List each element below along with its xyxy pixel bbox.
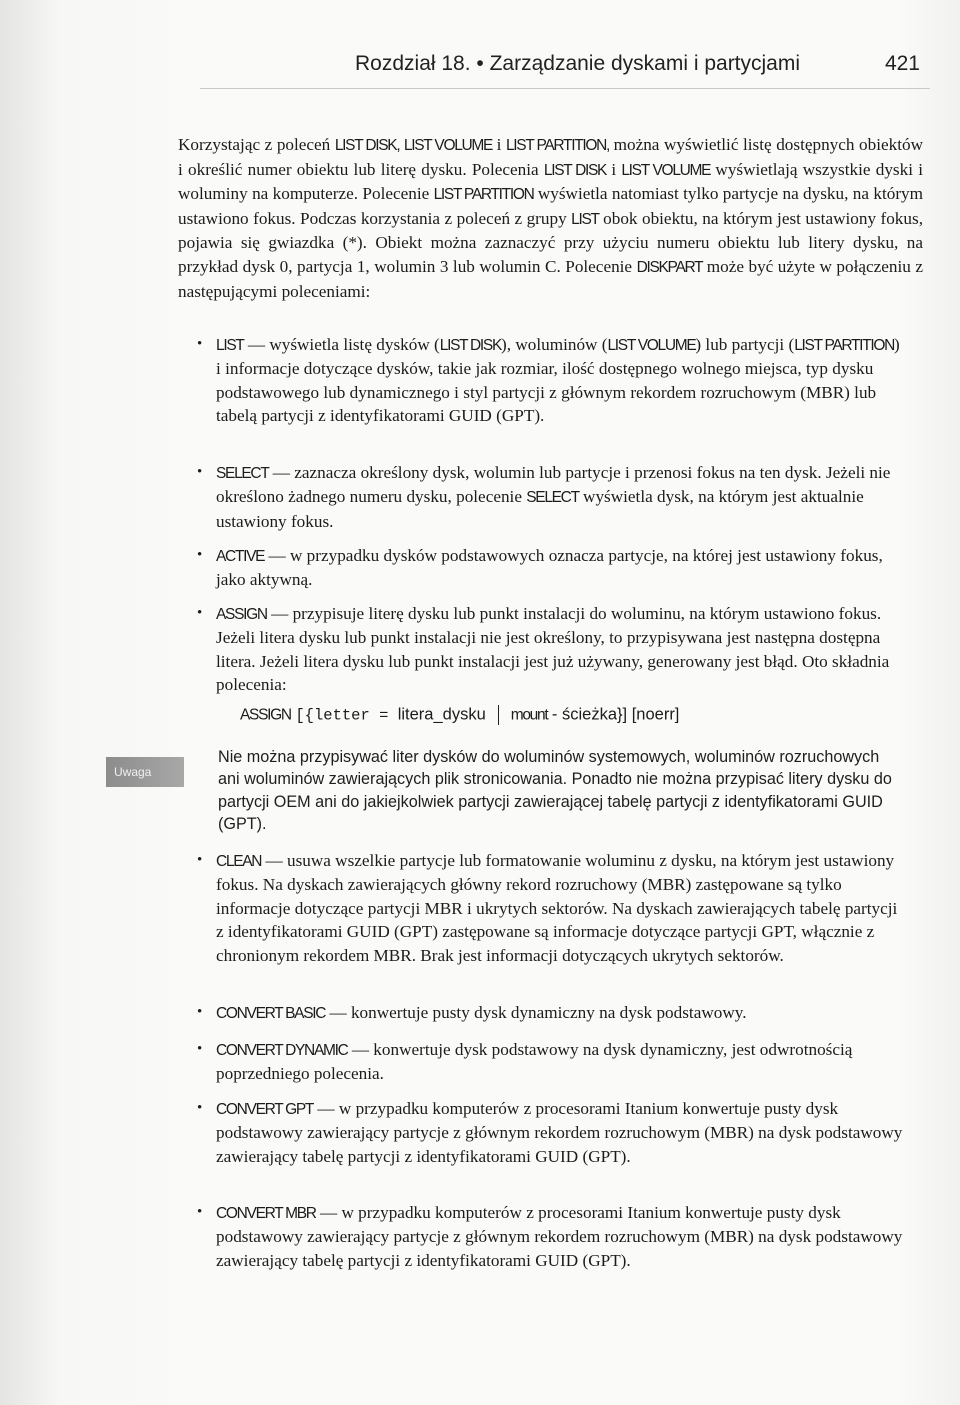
command-name: ACTIVE xyxy=(216,548,265,565)
page-header xyxy=(355,52,920,76)
command-name: CLEAN xyxy=(216,853,262,870)
bullet-text: — przypisuje literę dysku lub punkt instalacji do woluminu, na którym ustawiono fokus. Jeżeli litera dysku lub punkt instalacji nie jest określony, to przypisywana jest następna dostępna litera. Jeżeli litera dysku lub punkt instalacji jest już używany, generowany jest błąd. Oto składnia polecenia: xyxy=(216,604,890,695)
command-name: LIST PARTITION xyxy=(794,337,895,354)
bullet-text: ), woluminów ( xyxy=(501,335,608,354)
bullet-icon: • xyxy=(197,1041,203,1057)
command-name: LIST DISK xyxy=(439,337,502,354)
intro-text: wyświetlają wszystkie dyski i woluminy na komputerze. Polecenie xyxy=(178,159,923,204)
bullet-text: — konwertuje dysk podstawowy na dysk dynamiczny, jest odwrotnością poprzedniego polecenia. xyxy=(216,1040,853,1084)
assign-syntax xyxy=(240,705,679,725)
note-tag xyxy=(106,757,184,787)
intro-text: wyświetla natomiast tylko partycje na dysku, na którym ustawiono fokus. Podczas korzystania z poleceń z grupy xyxy=(178,184,924,228)
bullet-icon: • xyxy=(197,547,203,563)
command-name: LIST xyxy=(216,337,244,354)
bullet-clean xyxy=(197,849,906,967)
command-name: ASSIGN xyxy=(216,606,267,623)
bullet-icon: • xyxy=(197,336,203,352)
bullet-active xyxy=(197,544,906,592)
command-name: LIST DISK, xyxy=(334,137,400,154)
command-name: CONVERT GPT xyxy=(216,1101,314,1118)
bullet-text: wyświetla dysk, na którym jest aktualnie ustawiony fokus. xyxy=(216,487,864,531)
command-name: DISKPART xyxy=(636,258,703,276)
bullet-assign xyxy=(197,602,906,697)
bullet-select xyxy=(197,461,906,533)
command-name: LIST VOLUME xyxy=(403,137,493,154)
bullet-text: — w przypadku komputerów z procesorami Itanium konwertuje pusty dysk podstawowy zawierający partycje z głównym rekordem rozruchowym (MBR) na dysk podstawowy zawierający tabelę partycji z identyfikatorami GUID (GPT). xyxy=(216,1099,903,1166)
intro-text: Korzystając z poleceń xyxy=(178,135,335,154)
bullet-icon: • xyxy=(197,1100,203,1116)
header-divider xyxy=(200,88,930,89)
command-name: LIST DISK xyxy=(543,161,607,179)
syntax-part: mount xyxy=(510,706,548,724)
syntax-part: - ścieżka}] [noerr] xyxy=(547,705,680,724)
bullet-icon: • xyxy=(197,852,203,868)
command-name: LIST PARTITION xyxy=(433,186,534,204)
intro-text: może być użyte w połączeniu z następującymi poleceniami: xyxy=(178,256,923,301)
syntax-part: litera_dysku xyxy=(397,705,486,724)
bullet-icon: • xyxy=(197,1204,203,1220)
bullet-convert-mbr xyxy=(197,1201,906,1272)
bullet-convert-gpt xyxy=(197,1097,906,1168)
note-text: Nie można przypisywać liter dysków do woluminów systemowych, woluminów rozruchowych ani woluminów zawierających plik stronicowania. Ponadto nie można przypisać litery dysku do partycji OEM ani do jakiejkolwiek partycji zawierającej tabelę partycji z identyfikatorami GUID (GPT). xyxy=(218,748,892,834)
command-name: SELECT xyxy=(216,465,269,482)
command-name: CONVERT BASIC xyxy=(216,1005,326,1022)
command-name: CONVERT DYNAMIC xyxy=(216,1042,348,1059)
bullet-icon: • xyxy=(197,1004,203,1020)
bullet-text: — w przypadku komputerów z procesorami Itanium konwertuje pusty dysk podstawowy zawierający partycje z głównym rekordem rozruchowym (MBR) na dysk podstawowy zawierający tabelę partycji z identyfikatorami GUID (GPT). xyxy=(216,1203,903,1270)
bullet-icon: • xyxy=(197,464,203,480)
chapter-title: Rozdział 18. • Zarządzanie dyskami i partycjami xyxy=(355,52,801,75)
command-name: CONVERT MBR xyxy=(216,1205,316,1222)
command-name: LIST xyxy=(571,210,599,228)
intro-text: obok obiektu, na którym jest ustawiony fokus, pojawia się gwiazdka (*). Obiekt można zaznaczyć przy użyciu numeru obiektu lub litery dysku, na przykład dysk 0, partycja 1, wolumin 3 lub wolumin C. Polecenie xyxy=(178,208,923,276)
bullet-convert-dynamic xyxy=(197,1038,906,1086)
intro-paragraph xyxy=(178,133,923,303)
bullet-text: — wyświetla listę dysków ( xyxy=(243,335,440,354)
command-name: LIST VOLUME xyxy=(621,161,711,179)
bullet-text: — zaznacza określony dysk, wolumin lub partycje i przenosi fokus na ten dysk. Jeżeli nie określono żadnego numeru dysku, polecenie xyxy=(216,463,891,507)
bullet-text: — konwertuje pusty dysk dynamiczny na dysk podstawowy. xyxy=(325,1003,747,1022)
bullet-list xyxy=(197,333,906,428)
command-name: LIST PARTITION, xyxy=(505,137,610,154)
separator-bar xyxy=(498,705,499,725)
intro-text: i xyxy=(606,159,622,179)
bullet-text: ) i informacje dotyczące dysków, takie jak rozmiar, ilość dostępnego wolnego miejsca, typ dysku podstawowego lub dynamicznego i styl partycji z głównym rekordem rozruchowym (MBR) lub tabelą partycji z identyfikatorami GUID (GPT). xyxy=(216,335,900,426)
bullet-text: — usuwa wszelkie partycje lub formatowanie woluminu z dysku, na którym jest ustawiony fokus. Na dyskach zawierających główny rekord rozruchowy (MBR) zastępowane są tylko informacje dotyczące partycji MBR i ukrytych sektorów. Na dyskach zawierających tabelę partycji z identyfikatorami GUID (GPT) zastępowane są informacje dotyczące partycji GPT, włącznie z chronionym rekordem MBR. Brak jest informacji dotyczących ukrytych sektorów. xyxy=(216,851,898,965)
command-name: ASSIGN xyxy=(240,706,291,724)
command-name: SELECT xyxy=(526,489,579,507)
page-number: 421 xyxy=(884,52,920,75)
command-name: LIST VOLUME xyxy=(607,337,696,354)
note-tag-label: Uwaga xyxy=(114,765,152,779)
intro-text: można wyświetlić listę dostępnych obiektów i określić numer obiektu lub literę dysku. Polecenia xyxy=(178,135,924,179)
bullet-icon: • xyxy=(197,605,203,621)
bullet-text: ) lub partycji ( xyxy=(695,335,795,354)
intro-text: i xyxy=(492,135,506,154)
syntax-part: [{letter = xyxy=(295,706,398,725)
bullet-convert-basic xyxy=(197,1001,906,1025)
bullet-text: — w przypadku dysków podstawowych oznacza partycje, na której jest ustawiony fokus, jako aktywną. xyxy=(216,546,883,590)
